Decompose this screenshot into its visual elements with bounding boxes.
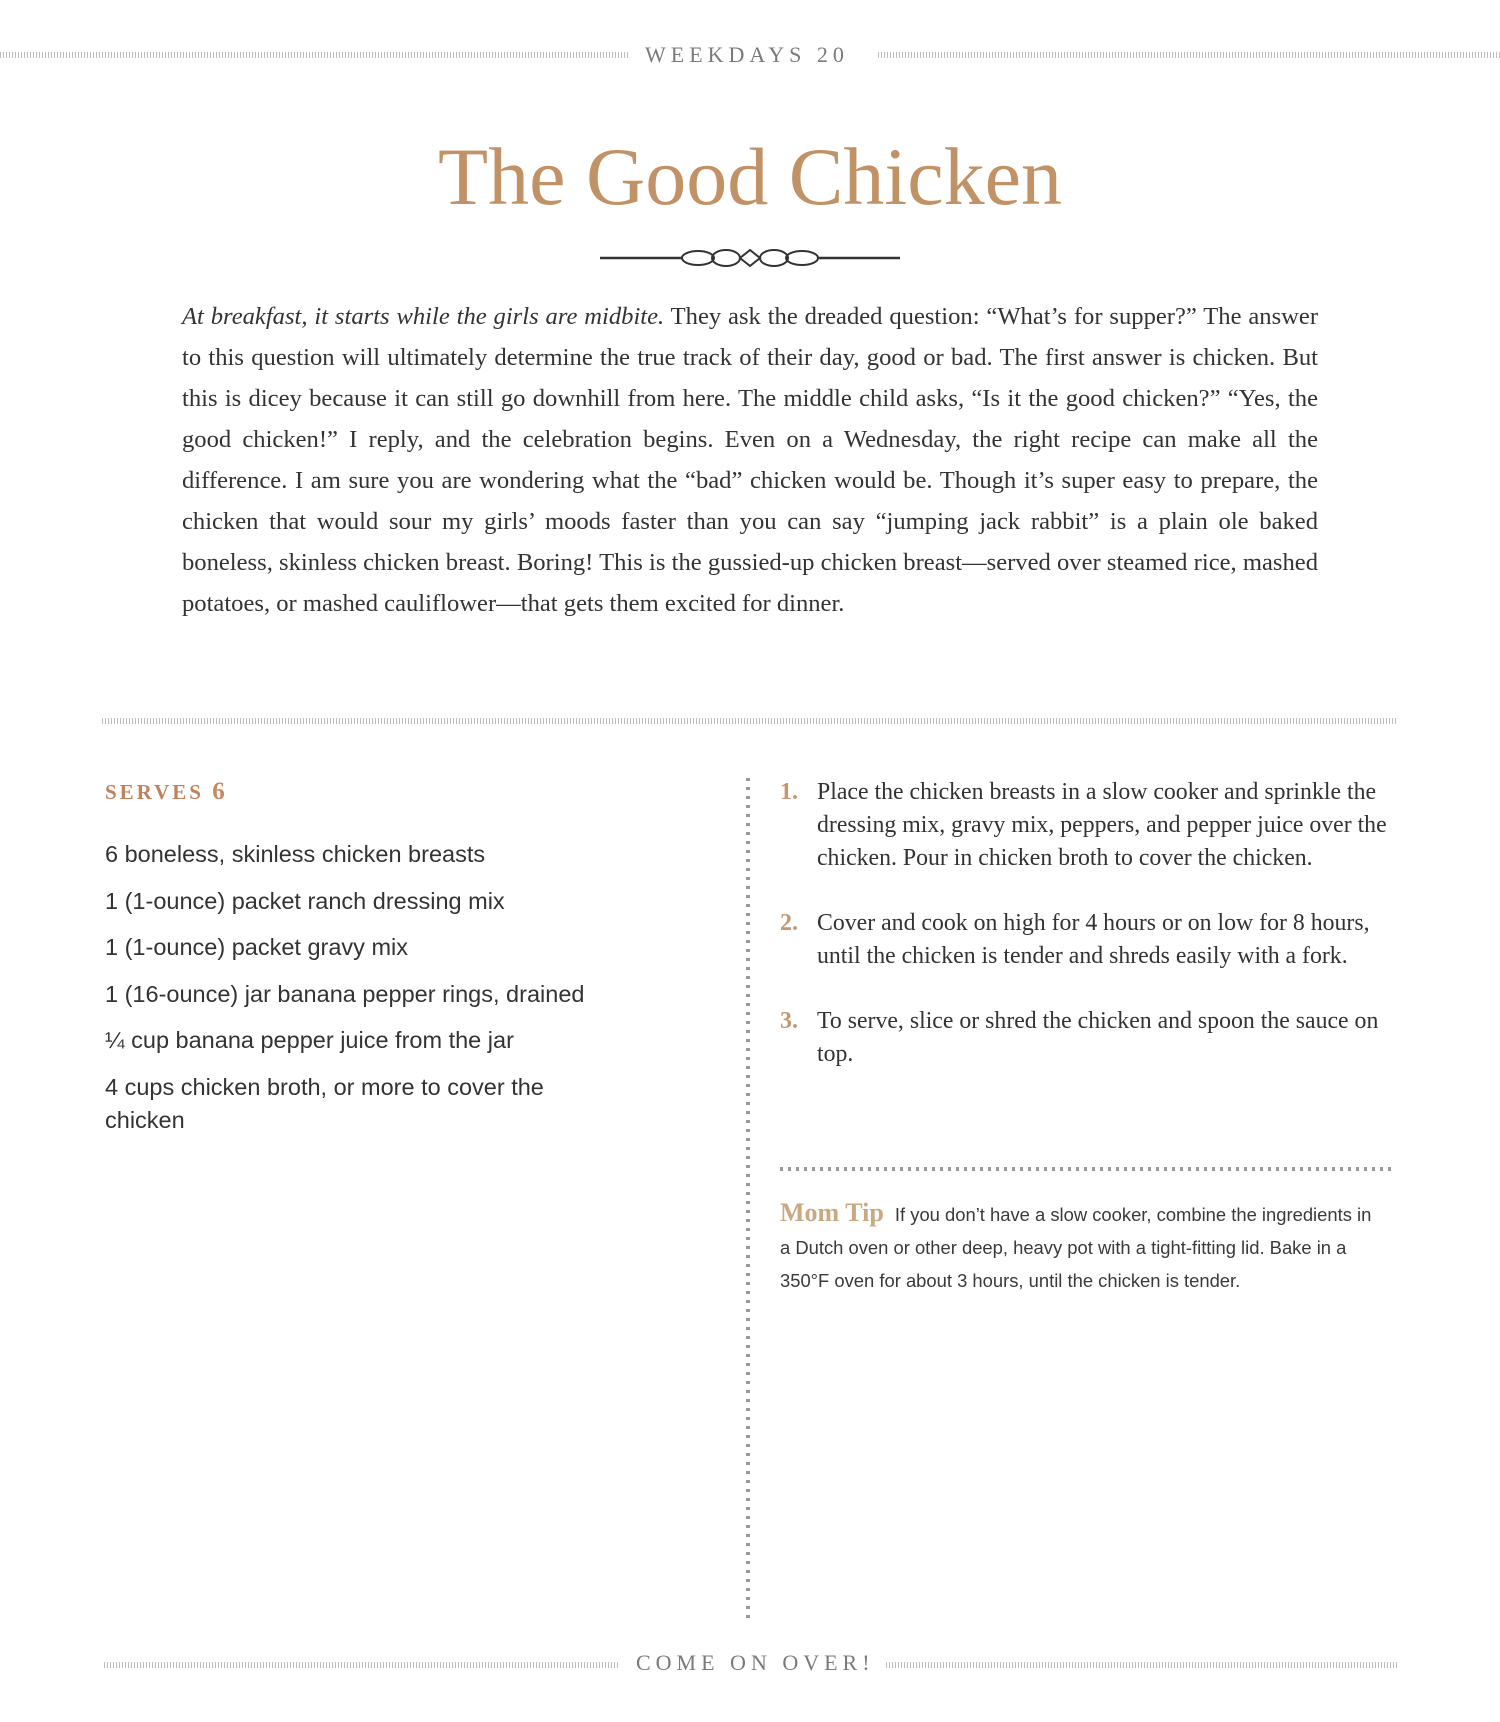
header-rule-left — [0, 52, 630, 58]
recipe-title: The Good Chicken — [438, 131, 1062, 222]
tip-label: Mom Tip — [780, 1198, 884, 1227]
intro-lead: At breakfast, it starts while the girls are midbite. — [182, 303, 665, 330]
step-item — [780, 907, 1392, 973]
ingredient-item: 1 (1-ounce) packet gravy mix — [105, 934, 409, 960]
step-item — [780, 776, 1392, 875]
footer-rule-left — [104, 1662, 619, 1668]
serves-heading — [105, 778, 228, 806]
serves-label: SERVES — [105, 780, 204, 804]
steps-list — [780, 776, 1392, 1071]
step-item — [780, 1005, 1392, 1071]
step-number: 1. — [780, 779, 798, 805]
ingredient-item: 1 (1-ounce) packet ranch dressing mix — [105, 887, 505, 914]
column-divider — [746, 778, 750, 1618]
step-text: To serve, slice or shred the chicken and spoon the sauce on top. — [817, 1008, 1379, 1067]
running-foot: COME ON OVER! — [636, 1650, 875, 1675]
tip-divider — [780, 1167, 1396, 1171]
mom-tip — [780, 1196, 1386, 1297]
header-rule-right — [878, 52, 1500, 58]
serves-count: 6 — [212, 778, 228, 805]
intro-paragraph — [182, 296, 1318, 624]
tip-text: If you don’t have a slow cooker, combine the ingredients in a Dutch oven or other deep, heavy pot with a tight-fitting lid. Bake in a 350°F oven for about 3 hours, until the chicken is tender. — [780, 1204, 1372, 1291]
ingredient-item: 4 cups chicken broth, or more to cover the chicken — [105, 1073, 544, 1133]
step-number: 3. — [780, 1008, 798, 1034]
step-number: 2. — [780, 910, 798, 936]
running-head: WEEKDAYS 20 — [645, 42, 849, 67]
footer-rule-right — [886, 1662, 1398, 1668]
ingredients-list — [105, 838, 705, 1150]
ingredient-item: 1 (16-ounce) jar banana pepper rings, drained — [105, 980, 585, 1007]
intro-body: They ask the dreaded question: “What’s for supper?” The answer to this question will ultimately determine the true track of their day, good or bad. The first answer is chicken. But this is dicey because it can still go downhill from here. The middle child asks, “Is it the good chicken?” “Yes, the good chicken!” I reply, and the celebration begins. Even on a Wednesday, the right recipe can make all the difference. I am sure you are wondering what the “bad” chicken would be. Though it’s super easy to prepare, the chicken that would sour my girls’ moods faster than you can say “jumping jack rabbit” is a plain ole baked boneless, skinless chicken breast. Boring! This is the gussied-up chicken breast—served over steamed rice, mashed potatoes, or mashed cauliflower—that gets them excited for dinner. — [182, 303, 1319, 617]
section-divider — [102, 718, 1398, 724]
step-text: Cover and cook on high for 4 hours or on low for 8 hours, until the chicken is tender and shreds easily with a fork. — [817, 910, 1370, 969]
ornament-divider-icon — [600, 246, 900, 270]
ingredient-item: ¼ cup banana pepper juice from the jar — [105, 1027, 514, 1053]
ingredient-item: 6 boneless, skinless chicken breasts — [105, 841, 486, 867]
step-text: Place the chicken breasts in a slow cooker and sprinkle the dressing mix, gravy mix, peppers, and pepper juice over the chicken. Pour in chicken broth to cover the chicken. — [817, 779, 1387, 871]
